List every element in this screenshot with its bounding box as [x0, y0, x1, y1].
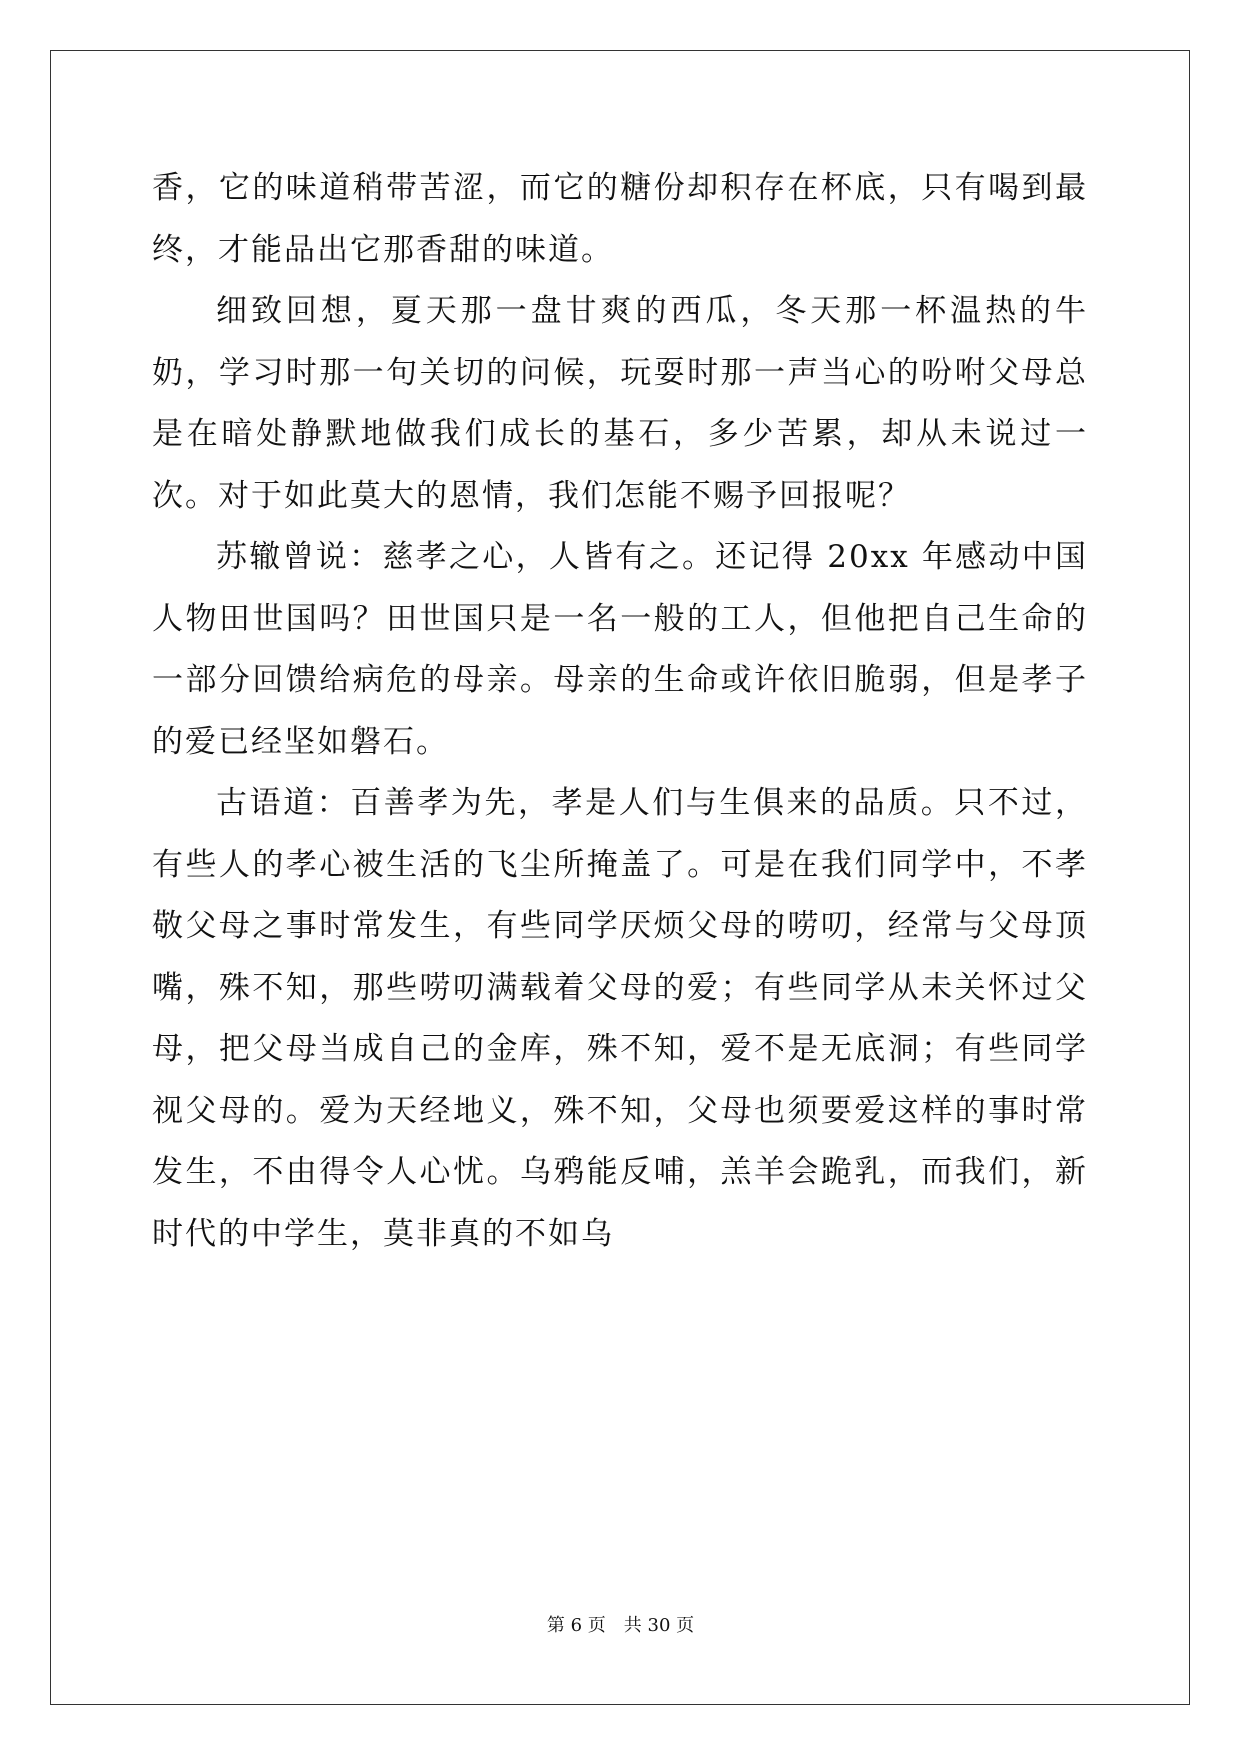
document-body [152, 158, 1088, 1265]
page-number-footer: 第 6 页 共 30 页 [546, 1615, 695, 1636]
paragraph-3: 苏辙曾说：慈孝之心，人皆有之。还记得 20xx 年感动中国人物田世国吗？田世国只是一名一般的工人，但他把自己生命的一部分回馈给病危的母亲。母亲的生命或许依旧脆弱，但是孝子的爱已经坚如磐石。 [152, 539, 1088, 760]
paragraph-4: 古语道：百善孝为先，孝是人们与生俱来的品质。只不过，有些人的孝心被生活的飞尘所掩盖了。可是在我们同学中，不孝敬父母之事时常发生，有些同学厌烦父母的唠叨，经常与父母顶嘴，殊不知，那些唠叨满载着父母的爱；有些同学从未关怀过父母，把父母当成自己的金库，殊不知，爱不是无底洞；有些同学视父母的。爱为天经地义，殊不知，父母也须要爱这样的事时常发生，不由得令人心忧。乌鸦能反哺，羔羊会跪乳，而我们，新时代的中学生，莫非真的不如乌 [152, 785, 1088, 1252]
paragraph-2: 细致回想，夏天那一盘甘爽的西瓜，冬天那一杯温热的牛奶，学习时那一句关切的问候，玩耍时那一声当心的吩咐父母总是在暗处静默地做我们成长的基石，多少苦累，却从未说过一次。对于如此莫大的恩情，我们怎能不赐予回报呢？ [152, 293, 1088, 514]
paragraph-1: 香，它的味道稍带苦涩，而它的糖份却积存在杯底，只有喝到最终，才能品出它那香甜的味道。 [152, 170, 1088, 268]
